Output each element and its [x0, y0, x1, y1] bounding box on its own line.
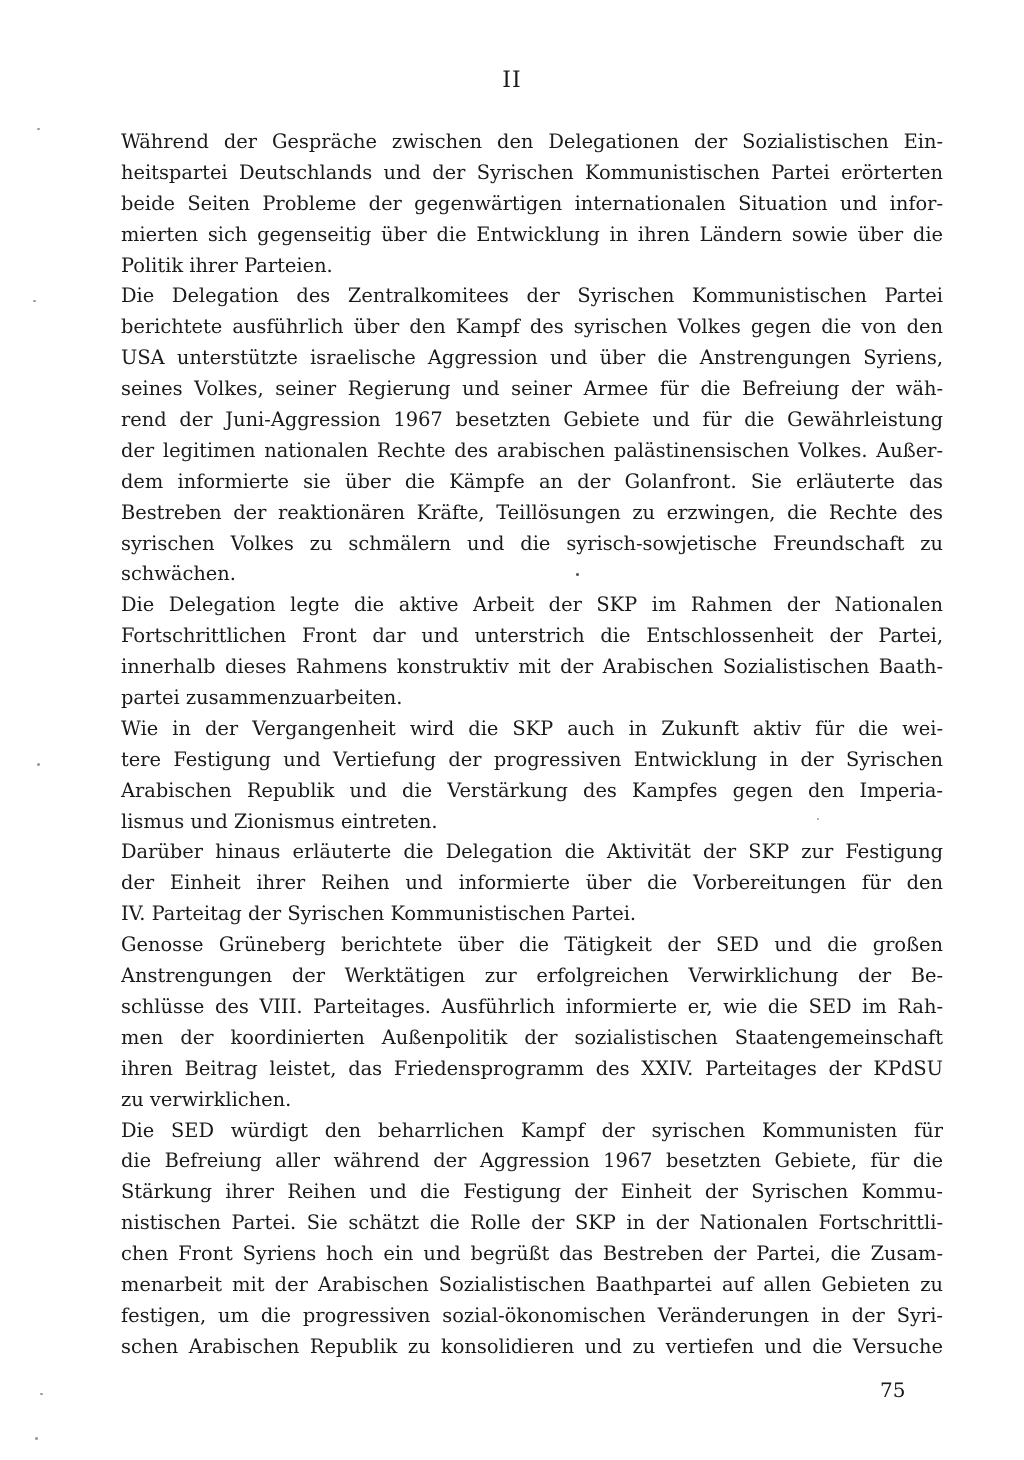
paragraph [121, 281, 943, 590]
text-line: rend der Juni-Aggression 1967 besetzten Gebiete und für die Gewährleistung [121, 408, 943, 432]
text-line: schwächen. [121, 562, 236, 586]
text-line: beide Seiten Probleme der gegenwärtigen internationalen Situation und infor- [121, 191, 943, 215]
scan-speck [576, 573, 579, 576]
paragraph [121, 1116, 943, 1363]
text-line: Bestreben der reaktionären Kräfte, Teillösungen zu erzwingen, die Rechte des [121, 500, 943, 524]
scan-speck [33, 300, 36, 302]
text-line: festigen, um die progressiven sozial-ökonomischen Veränderungen in der Syri- [121, 1303, 943, 1327]
text-line: zu verwirklichen. [121, 1087, 292, 1111]
text-line: Während der Gespräche zwischen den Delegationen der Sozialistischen Ein- [121, 130, 943, 153]
text-line: nistischen Partei. Sie schätzt die Rolle der SKP in der Nationalen Fortschrittli- [121, 1211, 943, 1235]
text-line: menarbeit mit der Arabischen Sozialistischen Baathpartei auf allen Gebieten zu [121, 1272, 943, 1296]
text-line: der legitimen nationalen Rechte des arabischen palästinensischen Volkes. Außer- [121, 438, 943, 462]
scan-speck [37, 128, 40, 130]
text-line: berichtete ausführlich über den Kampf des syrischen Volkes gegen die von den [121, 315, 943, 339]
page-number: 75 [880, 1378, 906, 1402]
text-line: lismus und Zionismus eintreten. [121, 809, 438, 833]
scan-speck [37, 763, 40, 766]
text-line: Die SED würdigt den beharrlichen Kampf der syrischen Kommunisten für [121, 1118, 943, 1142]
text-line: Die Delegation des Zentralkomitees der Syrischen Kommunistischen Partei [121, 284, 943, 308]
paragraph [121, 837, 943, 930]
scan-speck [35, 1437, 38, 1440]
text-line: heitspartei Deutschlands und der Syrischen Kommunistischen Partei erörterten [121, 160, 943, 184]
text-line: schlüsse des VIII. Parteitages. Ausführlich informierte er, wie die SED im Rah- [121, 994, 943, 1018]
scan-speck [817, 818, 819, 820]
scan-speck [40, 1393, 43, 1395]
text-line: Politik ihrer Parteien. [121, 253, 333, 277]
text-line: Wie in der Vergangenheit wird die SKP auch in Zukunft aktiv für die wei- [121, 716, 943, 740]
text-line: die Befreiung aller während der Aggression 1967 besetzten Gebiete, für die [121, 1149, 943, 1173]
text-line: Anstrengungen der Werktätigen zur erfolgreichen Verwirklichung der Be- [121, 964, 943, 988]
text-line: innerhalb dieses Rahmens konstruktiv mit der Arabischen Sozialistischen Baath- [121, 655, 943, 679]
text-line: der Einheit ihrer Reihen und informierte über die Vorbereitungen für den [121, 871, 943, 895]
text-line: USA unterstützte israelische Aggression und über die Anstrengungen Syriens, [121, 346, 943, 370]
section-heading: II [502, 68, 522, 93]
text-line: syrischen Volkes zu schmälern und die syrisch-sowjetische Freundschaft zu [121, 531, 943, 555]
text-line: tere Festigung und Vertiefung der progressiven Entwicklung in der Syrischen [121, 747, 943, 771]
paragraph [121, 127, 943, 281]
text-line: mierten sich gegenseitig über die Entwicklung in ihren Ländern sowie über die [121, 222, 943, 246]
text-line: ihren Beitrag leistet, das Friedensprogramm des XXIV. Parteitages der KPdSU [121, 1056, 943, 1080]
text-line: men der koordinierten Außenpolitik der sozialistischen Staatengemeinschaft [121, 1025, 943, 1049]
text-line: Arabischen Republik und die Verstärkung des Kampfes gegen den Imperia- [121, 778, 943, 802]
body-text [121, 127, 943, 1363]
paragraph [121, 714, 943, 838]
text-line: Fortschrittlichen Front dar und unterstrich die Entschlossenheit der Partei, [121, 624, 943, 648]
paragraph [121, 590, 943, 714]
text-line: chen Front Syriens hoch ein und begrüßt das Bestreben der Partei, die Zusam- [121, 1242, 943, 1266]
text-line: schen Arabischen Republik zu konsolidieren und zu vertiefen und die Versuche [121, 1334, 943, 1358]
text-line: Stärkung ihrer Reihen und die Festigung der Einheit der Syrischen Kommu- [121, 1180, 943, 1204]
text-line: IV. Parteitag der Syrischen Kommunistischen Partei. [121, 902, 637, 926]
text-line: Darüber hinaus erläuterte die Delegation die Aktivität der SKP zur Festigung [121, 840, 943, 864]
text-line: Genosse Grüneberg berichtete über die Tätigkeit der SED und die großen [121, 933, 943, 957]
paragraph [121, 930, 943, 1115]
text-line: seines Volkes, seiner Regierung und seiner Armee für die Befreiung der wäh- [121, 377, 943, 401]
text-line: dem informierte sie über die Kämpfe an der Golanfront. Sie erläuterte das [121, 469, 943, 493]
text-line: Die Delegation legte die aktive Arbeit der SKP im Rahmen der Nationalen [121, 593, 943, 617]
text-line: partei zusammenzuarbeiten. [121, 686, 403, 710]
